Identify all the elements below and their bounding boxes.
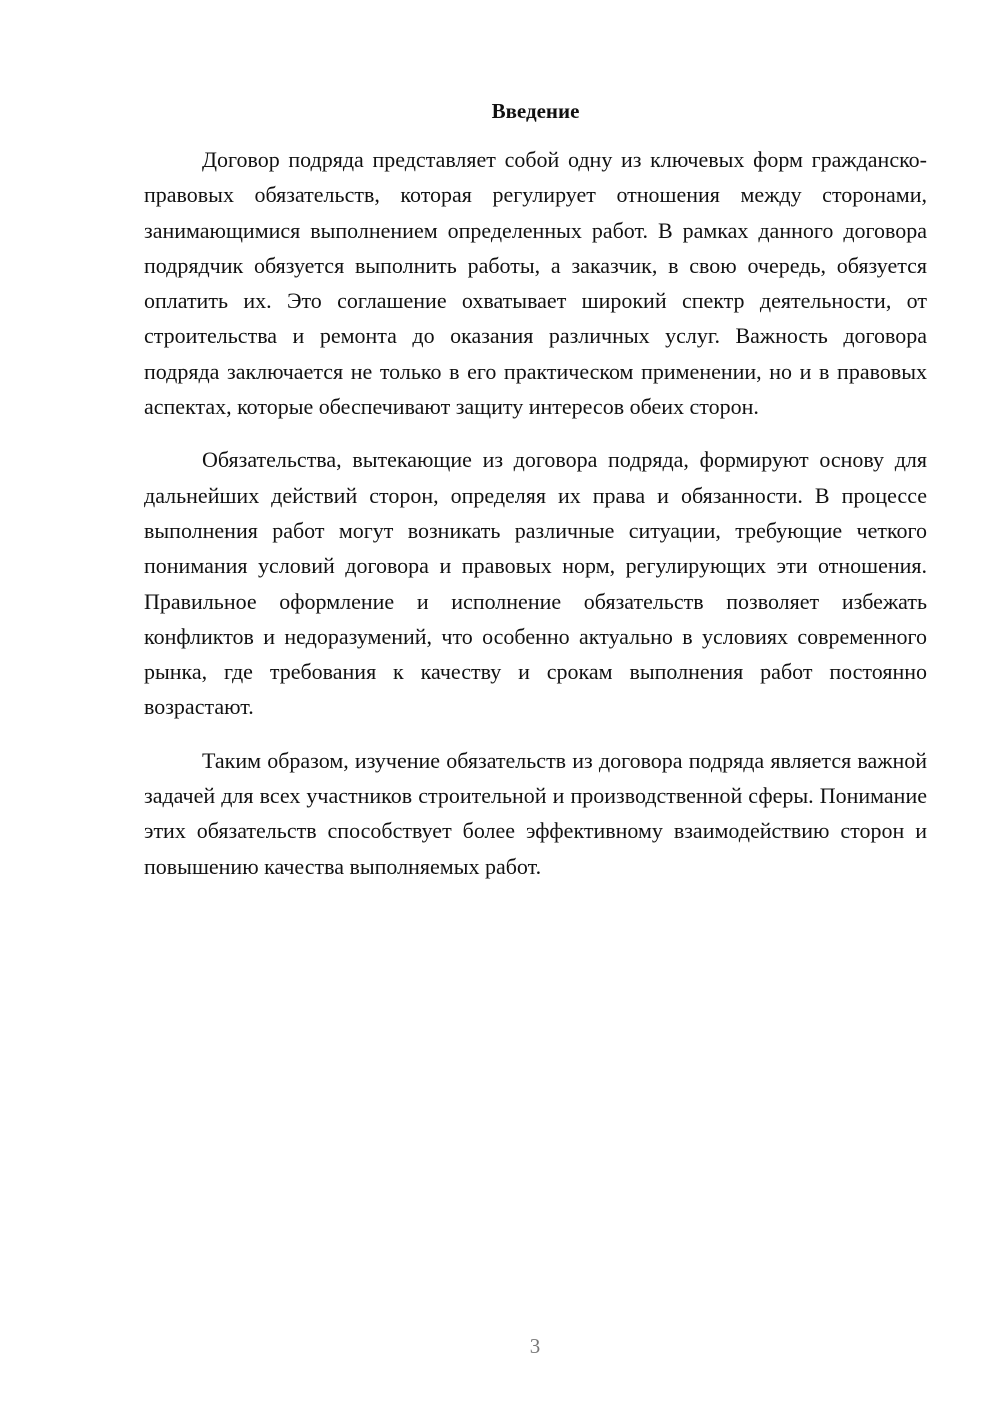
paragraph-2: Обязательства, вытекающие из договора подряда, формируют основу для дальнейших действий сторон, определяя их права и обязанности. В процессе выполнения работ могут возникать различные ситуации, требующие четкого понимания условий договора и правовых норм, регулирующих эти отношения. Правильное оформление и исполнение обязательств позволяет избежать конфликтов и недоразумений, что особенно актуально в условиях современного рынка, где требования к качеству и срокам выполнения работ постоянно возрастают. xyxy=(144,447,927,720)
body-text xyxy=(144,142,927,902)
section-title: Введение xyxy=(491,99,580,123)
paragraph-3: Таким образом, изучение обязательств из договора подряда является важной задачей для всех участников строительной и производственной сферы. Понимание этих обязательств способствует более эффективному взаимодействию сторон и повышению качества выполняемых работ. xyxy=(144,747,927,879)
page-number: 3 xyxy=(529,1334,541,1358)
paragraph-1: Договор подряда представляет собой одну из ключевых форм гражданско-правовых обязательств, которая регулирует отношения между сторонами, занимающимися выполнением определенных работ. В рамках данного договора подрядчик обязуется выполнить работы, а заказчик, в свою очередь, обязуется оплатить их. Это соглашение охватывает широкий спектр деятельности, от строительства и ремонта до оказания различных услуг. Важность договора подряда заключается не только в его практическом применении, но и в правовых аспектах, которые обеспечивают защиту интересов обеих сторон. xyxy=(144,147,927,420)
